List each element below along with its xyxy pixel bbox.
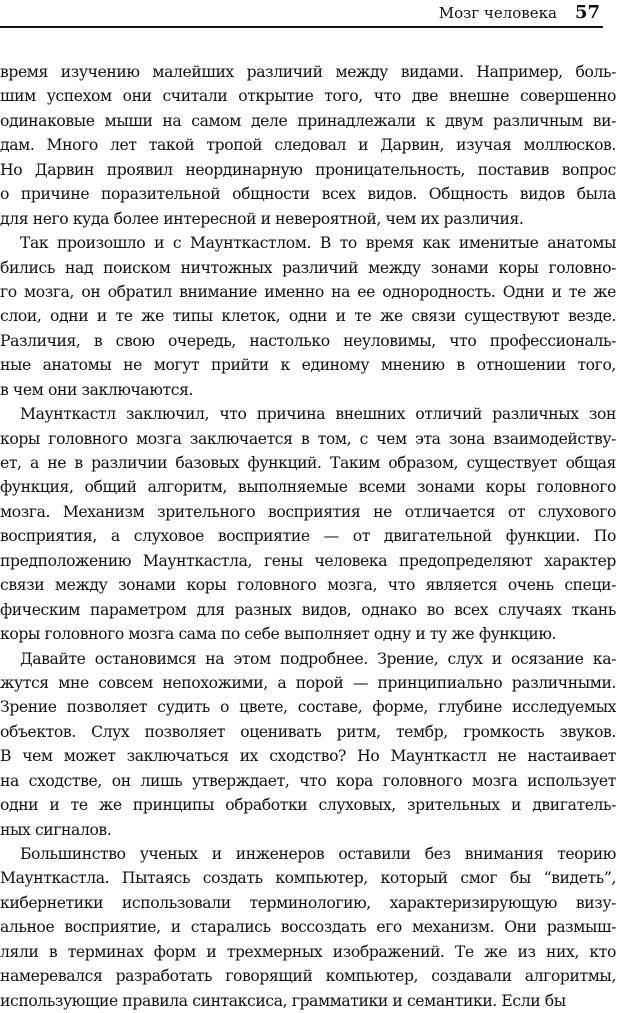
text-line: коры головного мозга сама по себе выполняет одну и ту же функцию. [0,625,557,644]
text-line: кибернетики использовали терминологию, характеризирующую визу- [0,893,616,912]
text-line: Большинство ученых и инженеров оставили без внимания теорию [20,845,616,863]
text-line: В чем может заключаться их сходство? Но Маунткастл не настаивает [0,747,616,766]
text-line: предположению Маунткастла, гены человека предопределяют характер [0,551,616,570]
text-line: ные анатомы не могут прийти к единому мнению в отношении того, [0,356,616,375]
text-line: ляли в терминах форм и трехмерных изображений. Те же из них, кто [0,942,616,961]
text-line: Маунткастл заключил, что причина внешних отличий различных зон [20,405,616,424]
paragraph [0,231,616,402]
page-number: 57 [574,2,600,23]
text-line: альное восприятие, и старались воссоздать его механизм. Они размыш- [0,918,616,937]
text-line: бились над поиском ничтожных различий между зонами коры головно- [0,258,616,277]
text-line: дам. Много лет такой тропой следовал и Дарвин, изучая моллюсков. [0,136,616,155]
text-line: жутся мне совсем непохожими, а порой — принципиально различными. [0,673,616,692]
text-line: фическим параметром для разных видов, однако во всех случаях ткань [0,600,616,619]
text-line: ных сигналов. [0,820,112,839]
text-line: о причине поразительной общности всех видов. Общность видов была [0,185,616,204]
text-line: в чем они заключаются. [0,380,194,399]
text-line: Давайте остановимся на этом подробнее. Зрение, слух и осязание ка- [20,649,616,668]
paragraph [0,60,616,231]
text-line: Зрение позволяет судить о цвете, составе, форме, глубине исследуемых [0,698,616,717]
running-title: Мозг человека [438,4,557,22]
text-line: на сходстве, он лишь утверждает, что кора головного мозга использует [0,771,616,790]
text-line: для него куда более интересной и невероятной, чем их различия. [0,209,524,228]
header-rule [0,26,603,28]
text-line: связи между зонами коры головного мозга, что является очень специ- [0,576,616,595]
text-line: одинаковые мыши на самом деле принадлежали к двум различным ви- [0,111,616,130]
text-line: функция, общий алгоритм, выполняемые всеми зонами коры головного [0,478,616,497]
text-line: время изучению малейших различий между видами. Например, боль- [0,63,616,81]
text-line: намеревался разработать говорящий компьютер, создавали алгоритмы, [0,967,616,986]
text-line: объектов. Слух позволяет оценивать ритм, тембр, громкость звуков. [0,722,616,741]
text-line: Но Дарвин проявил неординарную проницательность, поставив вопрос [0,160,616,179]
text-line: использующие правила синтаксиса, грамматики и семантики. Если бы [0,991,566,1010]
text-line: восприятия, а слуховое восприятие — от двигательной функции. По [0,527,616,546]
text-line: Различия, в свою очередь, настолько неуловимы, что профессиональ- [0,331,616,350]
text-line: мозга. Механизм зрительного восприятия не отличается от слухового [0,502,616,521]
paragraph [0,402,616,646]
body-text [0,60,616,1013]
running-header [0,3,600,25]
text-line: коры головного мозга заключается в том, с чем эта зона взаимодейству- [0,429,616,448]
text-line: слои, одни и те же типы клеток, одни и те же связи существуют везде. [0,307,616,326]
text-line: го мозга, он обратил внимание именно на ее однородность. Одни и те же [0,282,616,301]
text-line: ет, а не в различии базовых функций. Таким образом, существует общая [0,454,616,472]
paragraph [0,842,616,1013]
text-line: одни и те же принципы обработки слуховых, зрительных и двигатель- [0,796,616,815]
text-line: Так произошло и с Маунткастлом. В то время как именитые анатомы [20,234,616,253]
paragraph [0,647,616,843]
text-line: шим успехом они считали открытие того, что две внешне совершенно [0,87,616,106]
text-line: Маунткастла. Пытаясь создать компьютер, который смог бы “видеть”, [0,869,616,888]
